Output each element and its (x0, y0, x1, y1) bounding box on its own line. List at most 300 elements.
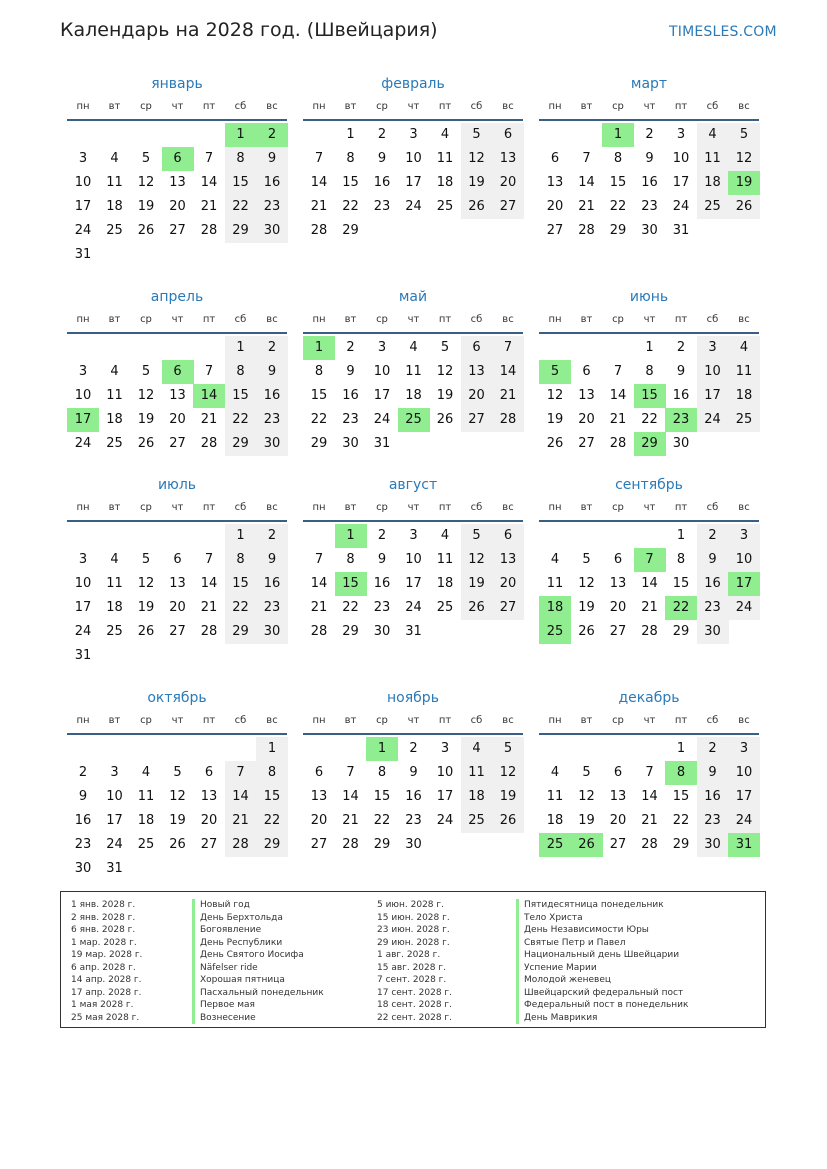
day-cell: 29 (225, 219, 257, 243)
day-cell: 8 (613, 151, 623, 166)
day-cell: 14 (641, 789, 658, 804)
day-cell: 8 (377, 765, 387, 780)
day-cell: 14 (492, 360, 524, 384)
weekday-header (67, 713, 287, 735)
holiday-date: 1 мар. 2028 г. (71, 937, 137, 948)
day-cell: 22 (342, 600, 359, 615)
day-cell: 3 (78, 151, 88, 166)
weekday-header (539, 99, 759, 121)
weekday-label: пт (674, 715, 688, 726)
day-cell: 29 (672, 837, 690, 852)
day-cell: 16 (342, 388, 359, 403)
day-cell: 9 (697, 761, 729, 785)
weekday-label: вт (580, 502, 593, 513)
day-cell: 12 (436, 364, 454, 379)
day-cell: 26 (169, 837, 186, 852)
day-cell: 4 (550, 765, 560, 780)
weekday-label: вс (266, 101, 278, 112)
day-cell: 9 (256, 147, 288, 171)
day-cell: 20 (169, 199, 186, 214)
weekday-label: чт (171, 314, 184, 325)
weekday-label: вс (738, 101, 750, 112)
weekday-header (539, 312, 759, 334)
weekday-label: пт (202, 715, 216, 726)
day-cell: 19 (137, 412, 155, 427)
holiday-day-cell: 6 (162, 360, 194, 384)
holiday-date: 6 янв. 2028 г. (71, 925, 136, 935)
day-cell: 17 (436, 789, 454, 804)
day-cell: 13 (609, 576, 627, 591)
day-cell: 6 (613, 765, 623, 780)
day-cell: 11 (405, 364, 422, 379)
day-cell: 19 (546, 412, 564, 427)
weekday-label: пт (438, 715, 452, 726)
day-cell: 18 (106, 412, 123, 427)
weekday-header (303, 713, 523, 735)
day-cell: 17 (74, 600, 92, 615)
day-cell: 23 (256, 195, 288, 219)
day-cell: 10 (106, 789, 123, 804)
day-cell: 9 (697, 548, 729, 572)
day-cell: 5 (582, 552, 591, 567)
day-cell: 4 (550, 552, 560, 567)
day-cell: 24 (672, 199, 690, 214)
day-cell: 17 (74, 199, 92, 214)
day-cell: 1 (225, 336, 257, 360)
day-cell: 8 (346, 151, 355, 166)
holiday-name: Богоявление (192, 924, 324, 937)
weekday-label: сб (234, 502, 247, 513)
holiday-date: 17 сент. 2028 г. (377, 987, 453, 998)
day-cell: 12 (461, 147, 493, 171)
day-cell: 11 (106, 388, 123, 403)
day-cell: 28 (342, 837, 359, 852)
day-cell: 12 (546, 388, 564, 403)
weekday-label: сб (706, 715, 719, 726)
day-cell: 5 (461, 524, 493, 548)
day-cell: 24 (106, 837, 123, 852)
day-cell: 16 (405, 789, 422, 804)
day-cell: 11 (697, 147, 729, 171)
weekday-label: ср (140, 715, 152, 726)
day-cell: 30 (373, 624, 391, 639)
day-cell: 14 (641, 576, 658, 591)
day-cell: 30 (74, 861, 92, 876)
day-cell: 28 (200, 223, 218, 238)
day-cell: 26 (137, 624, 155, 639)
day-cell: 19 (578, 600, 595, 615)
day-cell: 13 (169, 175, 186, 190)
weekday-label: пн (76, 314, 90, 325)
weekday-label: вс (266, 715, 278, 726)
day-cell: 9 (346, 364, 355, 379)
day-cell: 24 (74, 624, 92, 639)
month-name: декабрь (618, 690, 680, 706)
day-cell: 6 (204, 765, 214, 780)
weekday-label: вт (580, 101, 593, 112)
weekday-label: вт (108, 502, 121, 513)
day-cell: 11 (436, 151, 454, 166)
day-cell: 18 (137, 813, 155, 828)
weekday-header (67, 99, 287, 121)
day-cell: 2 (346, 340, 355, 355)
day-cell: 28 (310, 624, 328, 639)
day-cell: 24 (74, 223, 92, 238)
day-cell: 27 (169, 223, 186, 238)
holiday-day-cell: 26 (571, 833, 603, 857)
day-cell: 2 (676, 340, 686, 355)
day-cell: 27 (310, 837, 328, 852)
day-cell: 21 (641, 600, 658, 615)
day-cell: 25 (728, 408, 760, 432)
day-cell: 8 (346, 552, 355, 567)
weekday-label: пн (548, 101, 562, 112)
weekday-label: сб (234, 314, 247, 325)
day-cell: 22 (373, 813, 391, 828)
holiday-day-cell: 7 (634, 548, 666, 572)
day-cell: 10 (74, 175, 92, 190)
day-cell: 31 (405, 624, 422, 639)
day-cell: 2 (697, 524, 729, 548)
day-cell: 16 (256, 572, 288, 596)
day-cell: 17 (106, 813, 123, 828)
day-cell: 9 (256, 360, 288, 384)
weekday-label: пт (674, 101, 688, 112)
day-cell: 11 (461, 761, 493, 785)
day-cell: 6 (461, 336, 493, 360)
weekday-label: чт (643, 101, 656, 112)
day-cell: 22 (225, 596, 257, 620)
day-cell: 27 (461, 408, 493, 432)
holiday-date: 6 апр. 2028 г. (71, 962, 136, 973)
day-cell: 29 (225, 620, 257, 644)
day-cell: 28 (200, 624, 218, 639)
holiday-day-cell: 1 (303, 336, 335, 360)
weekday-header (303, 99, 523, 121)
weekday-label: сб (706, 502, 719, 513)
day-cell: 4 (697, 123, 729, 147)
weekday-label: сб (234, 715, 247, 726)
day-cell: 28 (200, 436, 218, 451)
day-cell: 13 (492, 147, 524, 171)
month-name: февраль (381, 76, 445, 92)
holiday-name: Вознесение (192, 1012, 324, 1025)
day-cell: 29 (310, 436, 328, 451)
day-cell: 15 (225, 384, 257, 408)
day-cell: 3 (728, 524, 760, 548)
day-cell: 13 (492, 548, 524, 572)
day-cell: 18 (728, 384, 760, 408)
day-cell: 18 (697, 171, 729, 195)
weekday-label: вс (266, 502, 278, 513)
weekday-label: чт (171, 715, 184, 726)
day-cell: 14 (225, 785, 257, 809)
day-cell: 7 (645, 765, 654, 780)
day-cell: 27 (492, 596, 524, 620)
day-cell: 31 (74, 247, 92, 262)
day-cell: 12 (137, 388, 155, 403)
day-cell: 23 (697, 809, 729, 833)
day-cell: 14 (310, 175, 328, 190)
day-cell: 31 (106, 861, 123, 876)
weekday-label: сб (706, 101, 719, 112)
weekday-label: ср (140, 101, 152, 112)
day-cell: 30 (697, 833, 729, 857)
day-cell: 5 (141, 151, 151, 166)
day-cell: 13 (578, 388, 595, 403)
day-cell: 23 (256, 596, 288, 620)
weekday-label: вт (108, 314, 121, 325)
day-cell: 9 (256, 548, 288, 572)
day-cell: 1 (346, 127, 355, 142)
weekday-label: ср (612, 715, 624, 726)
day-cell: 27 (169, 624, 186, 639)
day-cell: 10 (405, 151, 422, 166)
day-cell: 27 (169, 436, 186, 451)
day-cell: 7 (225, 761, 257, 785)
day-cell: 8 (645, 364, 654, 379)
day-cell: 19 (137, 199, 155, 214)
day-cell: 16 (641, 175, 658, 190)
holiday-names-col-1 (192, 899, 324, 1024)
weekday-label: чт (643, 715, 656, 726)
day-cell: 13 (200, 789, 218, 804)
day-cell: 2 (256, 524, 288, 548)
day-cell: 30 (342, 436, 359, 451)
day-cell: 26 (461, 195, 493, 219)
holiday-name: День Святого Иосифа (192, 949, 324, 962)
day-cell: 4 (461, 737, 493, 761)
day-cell: 7 (492, 336, 524, 360)
day-cell: 6 (173, 552, 182, 567)
day-cell: 3 (697, 336, 729, 360)
holiday-date: 15 июн. 2028 г. (377, 912, 450, 923)
day-cell: 22 (225, 408, 257, 432)
month-name: апрель (150, 289, 204, 305)
holiday-name: Молодой женевец (516, 974, 688, 987)
day-cell: 7 (204, 151, 214, 166)
day-cell: 1 (676, 528, 686, 543)
day-cell: 17 (405, 576, 422, 591)
weekday-label: ср (376, 314, 388, 325)
holiday-dates-col-2 (377, 899, 452, 1024)
holiday-day-cell: 23 (665, 408, 697, 432)
holiday-date: 1 янв. 2028 г. (71, 900, 136, 910)
holiday-date: 18 сент. 2028 г. (377, 1000, 453, 1010)
day-cell: 16 (672, 388, 690, 403)
weekday-label: вс (266, 314, 278, 325)
day-cell: 5 (440, 340, 450, 355)
day-cell: 4 (110, 151, 119, 166)
month-name: июль (157, 477, 197, 493)
day-cell: 28 (578, 223, 595, 238)
day-cell: 12 (137, 175, 155, 190)
day-cell: 17 (672, 175, 690, 190)
day-cell: 7 (314, 552, 324, 567)
holiday-day-cell: 17 (67, 408, 99, 432)
day-cell: 21 (641, 813, 658, 828)
day-cell: 26 (461, 596, 493, 620)
day-cell: 19 (578, 813, 595, 828)
holiday-date: 29 июн. 2028 г. (377, 937, 450, 948)
weekday-label: пн (76, 502, 90, 513)
day-cell: 30 (256, 432, 288, 456)
site-link[interactable]: TIMESLES.COM (669, 24, 777, 40)
day-cell: 15 (672, 789, 690, 804)
day-cell: 18 (436, 175, 454, 190)
day-cell: 10 (373, 364, 391, 379)
day-cell: 24 (373, 412, 391, 427)
weekday-label: чт (643, 502, 656, 513)
day-cell: 20 (169, 600, 186, 615)
day-cell: 25 (106, 624, 123, 639)
day-cell: 16 (256, 171, 288, 195)
day-cell: 10 (697, 360, 729, 384)
day-cell: 5 (728, 123, 760, 147)
holiday-day-cell: 1 (225, 123, 257, 147)
day-cell: 5 (582, 765, 591, 780)
day-cell: 21 (200, 199, 218, 214)
day-cell: 8 (225, 548, 257, 572)
weekday-label: пт (674, 502, 688, 513)
day-cell: 29 (256, 833, 288, 857)
day-cell: 6 (492, 123, 524, 147)
weekday-label: пн (548, 314, 562, 325)
day-cell: 14 (578, 175, 595, 190)
weekday-label: пт (202, 101, 216, 112)
day-cell: 9 (78, 789, 88, 804)
day-cell: 18 (546, 813, 564, 828)
day-cell: 30 (256, 219, 288, 243)
day-cell: 8 (256, 761, 288, 785)
day-cell: 27 (492, 195, 524, 219)
day-cell: 11 (106, 175, 123, 190)
weekday-label: вт (344, 502, 357, 513)
weekday-label: пт (438, 314, 452, 325)
month-name: август (388, 477, 438, 493)
day-cell: 27 (609, 837, 627, 852)
holiday-name: Пасхальный понедельник (192, 987, 324, 1000)
holiday-day-cell: 25 (539, 620, 571, 644)
day-cell: 20 (546, 199, 564, 214)
weekday-label: пн (312, 101, 326, 112)
day-cell: 28 (641, 624, 658, 639)
day-cell: 21 (200, 600, 218, 615)
day-cell: 21 (225, 809, 257, 833)
day-cell: 19 (169, 813, 186, 828)
day-cell: 16 (373, 576, 391, 591)
day-cell: 5 (141, 552, 151, 567)
holiday-name: Успение Марии (516, 962, 688, 975)
day-cell: 14 (310, 576, 328, 591)
day-cell: 2 (409, 741, 418, 756)
day-cell: 27 (200, 837, 218, 852)
day-cell: 21 (342, 813, 359, 828)
holiday-list (60, 891, 766, 1028)
day-cell: 21 (492, 384, 524, 408)
day-cell: 8 (225, 360, 257, 384)
day-cell: 19 (436, 388, 454, 403)
weekday-label: ср (376, 502, 388, 513)
day-cell: 12 (461, 548, 493, 572)
weekday-label: сб (470, 314, 483, 325)
day-cell: 22 (641, 412, 658, 427)
day-cell: 1 (225, 524, 257, 548)
holiday-name: Федеральный пост в понедельник (516, 999, 688, 1012)
day-cell: 22 (342, 199, 359, 214)
holiday-day-cell: 31 (728, 833, 760, 857)
holiday-day-cell: 14 (193, 384, 225, 408)
month-name: сентябрь (615, 477, 683, 493)
day-cell: 5 (141, 364, 151, 379)
day-cell: 17 (373, 388, 391, 403)
weekday-label: пн (548, 715, 562, 726)
day-cell: 4 (440, 127, 450, 142)
day-cell: 24 (74, 436, 92, 451)
day-cell: 27 (546, 223, 564, 238)
day-cell: 15 (225, 572, 257, 596)
day-cell: 10 (436, 765, 454, 780)
day-cell: 18 (405, 388, 422, 403)
day-cell: 20 (609, 813, 627, 828)
weekday-label: ср (612, 314, 624, 325)
holiday-date: 2 янв. 2028 г. (71, 912, 136, 923)
weekday-label: чт (407, 715, 420, 726)
weekday-label: ср (376, 715, 388, 726)
weekday-header (539, 500, 759, 522)
day-cell: 9 (676, 364, 686, 379)
day-cell: 30 (405, 837, 422, 852)
weekday-label: сб (234, 101, 247, 112)
day-cell: 26 (492, 809, 524, 833)
day-cell: 25 (137, 837, 155, 852)
weekday-header (539, 713, 759, 735)
day-cell: 10 (74, 576, 92, 591)
weekday-label: чт (407, 314, 420, 325)
weekday-label: вт (580, 715, 593, 726)
holiday-date: 7 сент. 2028 г. (377, 975, 447, 985)
holiday-date: 15 авг. 2028 г. (377, 962, 446, 973)
day-cell: 6 (582, 364, 591, 379)
day-cell: 3 (110, 765, 119, 780)
weekday-label: ср (376, 101, 388, 112)
weekday-label: чт (407, 502, 420, 513)
day-cell: 26 (728, 195, 760, 219)
holiday-day-cell: 8 (665, 761, 697, 785)
holiday-names-col-2 (516, 899, 688, 1024)
day-cell: 26 (436, 412, 454, 427)
day-cell: 19 (492, 785, 524, 809)
day-cell: 23 (74, 837, 92, 852)
day-cell: 23 (342, 412, 359, 427)
day-cell: 24 (436, 813, 454, 828)
day-cell: 4 (728, 336, 760, 360)
holiday-date: 25 мая 2028 г. (71, 1012, 140, 1023)
day-cell: 29 (609, 223, 627, 238)
weekday-label: чт (407, 101, 420, 112)
weekday-label: пт (674, 314, 688, 325)
day-cell: 23 (405, 813, 422, 828)
day-cell: 7 (582, 151, 591, 166)
day-cell: 7 (314, 151, 324, 166)
month-name: июнь (629, 289, 669, 305)
day-cell: 30 (256, 620, 288, 644)
day-cell: 24 (697, 408, 729, 432)
weekday-label: вт (108, 101, 121, 112)
day-cell: 29 (373, 837, 391, 852)
day-cell: 2 (697, 737, 729, 761)
weekday-label: пн (76, 101, 90, 112)
